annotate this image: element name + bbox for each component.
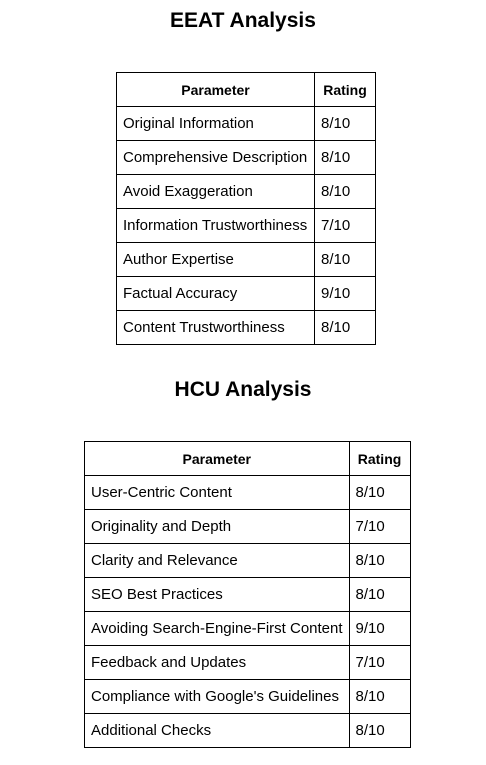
parameter-cell: Clarity and Relevance xyxy=(85,544,350,578)
table-row xyxy=(85,476,411,510)
rating-cell: 8/10 xyxy=(315,243,376,277)
table-row xyxy=(85,578,411,612)
parameter-cell: Comprehensive Description xyxy=(117,141,315,175)
table-row xyxy=(117,209,376,243)
eeat-title: EEAT Analysis xyxy=(170,9,316,32)
rating-cell: 7/10 xyxy=(315,209,376,243)
parameter-cell: Information Trustworthiness xyxy=(117,209,315,243)
rating-cell: 8/10 xyxy=(315,141,376,175)
rating-cell: 8/10 xyxy=(349,680,410,714)
parameter-cell: SEO Best Practices xyxy=(85,578,350,612)
table-row xyxy=(117,243,376,277)
table-row xyxy=(117,277,376,311)
table-row xyxy=(85,646,411,680)
parameter-cell: Avoiding Search-Engine-First Content xyxy=(85,612,350,646)
parameter-cell: Originality and Depth xyxy=(85,510,350,544)
hcu-title: HCU Analysis xyxy=(174,378,312,401)
rating-cell: 8/10 xyxy=(349,714,410,748)
parameter-cell: Original Information xyxy=(117,107,315,141)
rating-cell: 8/10 xyxy=(349,544,410,578)
eeat-table xyxy=(116,72,376,345)
parameter-cell: Content Trustworthiness xyxy=(117,311,315,345)
table-row xyxy=(85,510,411,544)
rating-cell: 7/10 xyxy=(349,510,410,544)
parameter-cell: Compliance with Google's Guidelines xyxy=(85,680,350,714)
hcu-table xyxy=(84,441,411,748)
rating-cell: 8/10 xyxy=(349,476,410,510)
parameter-header: Parameter xyxy=(117,73,315,107)
rating-cell: 8/10 xyxy=(349,578,410,612)
parameter-cell: Author Expertise xyxy=(117,243,315,277)
table-row xyxy=(117,107,376,141)
parameter-cell: Feedback and Updates xyxy=(85,646,350,680)
table-row xyxy=(85,714,411,748)
table-row xyxy=(85,544,411,578)
table-header-row xyxy=(85,442,411,476)
parameter-cell: Factual Accuracy xyxy=(117,277,315,311)
table-row xyxy=(117,175,376,209)
table-header-row xyxy=(117,73,376,107)
table-row xyxy=(85,612,411,646)
table-row xyxy=(117,311,376,345)
parameter-header: Parameter xyxy=(85,442,350,476)
rating-cell: 7/10 xyxy=(349,646,410,680)
rating-cell: 8/10 xyxy=(315,311,376,345)
rating-cell: 8/10 xyxy=(315,107,376,141)
rating-cell: 9/10 xyxy=(315,277,376,311)
rating-header: Rating xyxy=(315,73,376,107)
parameter-cell: Avoid Exaggeration xyxy=(117,175,315,209)
rating-header: Rating xyxy=(349,442,410,476)
table-row xyxy=(117,141,376,175)
rating-cell: 8/10 xyxy=(315,175,376,209)
parameter-cell: Additional Checks xyxy=(85,714,350,748)
parameter-cell: User-Centric Content xyxy=(85,476,350,510)
rating-cell: 9/10 xyxy=(349,612,410,646)
table-row xyxy=(85,680,411,714)
